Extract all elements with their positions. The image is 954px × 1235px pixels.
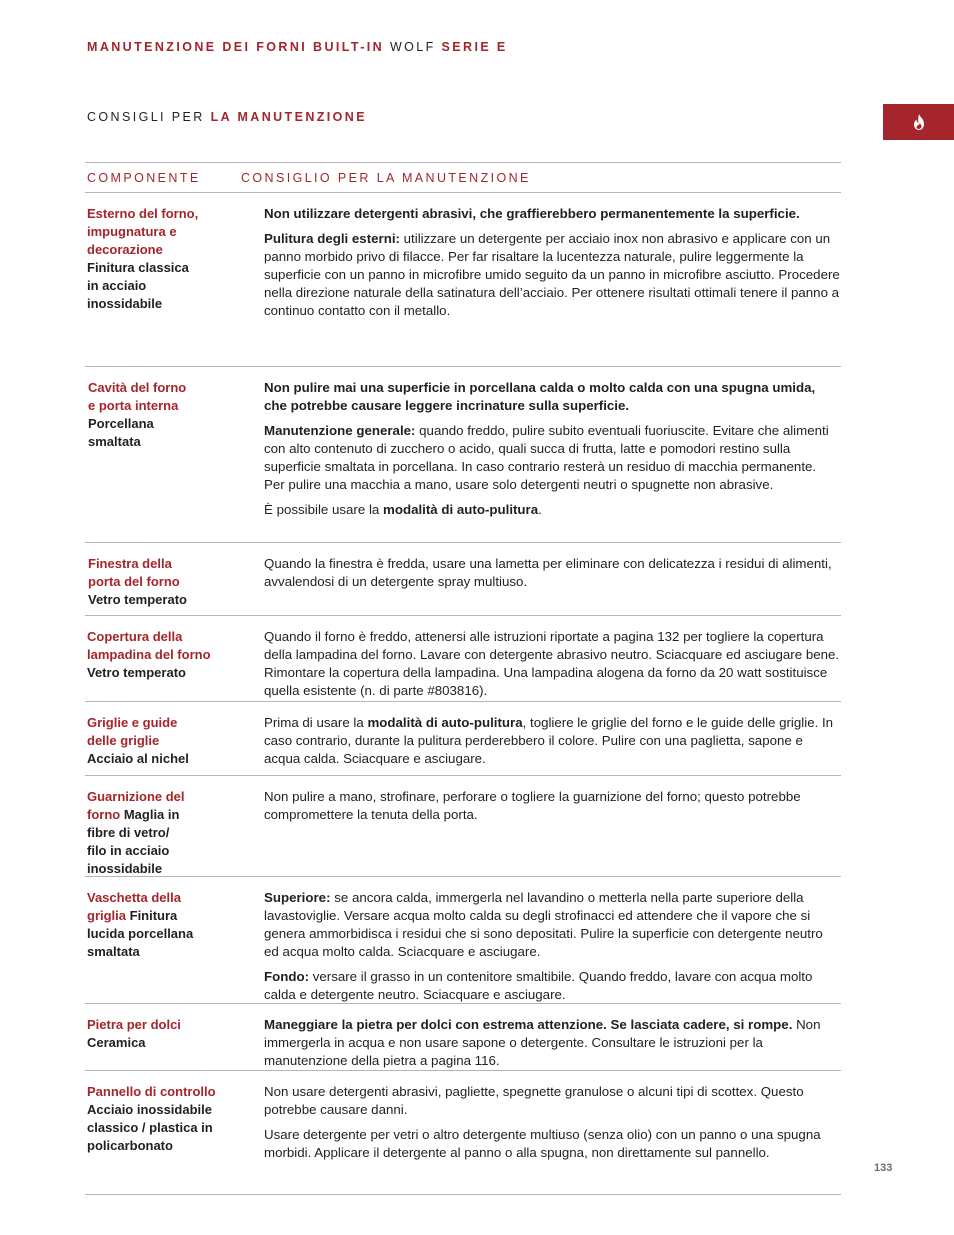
component-name: impugnatura e: [87, 224, 177, 239]
section-title-main: LA MANUTENZIONE: [210, 110, 367, 124]
component-cell: [87, 1016, 237, 1052]
advice-cell: [264, 1083, 840, 1169]
component-name: Cavità del forno: [88, 380, 187, 395]
component-name: lampadina del forno: [87, 647, 211, 662]
table-body: [85, 193, 841, 1195]
component-cell: [87, 788, 237, 878]
component-material: Acciaio inossidabile: [87, 1102, 212, 1117]
component-name: Copertura della: [87, 629, 183, 644]
component-cell: [87, 205, 237, 313]
advice-paragraph: [264, 555, 840, 591]
component-material: Ceramica: [87, 1035, 146, 1050]
table-row: [85, 616, 841, 702]
component-name: Griglie e guide: [87, 715, 178, 730]
flame-icon: [912, 114, 926, 130]
advice-paragraph: [264, 788, 840, 824]
advice-text: .: [538, 502, 542, 517]
table-row: [85, 702, 841, 776]
advice-text: utilizzare un detergente per acciaio inox non abrasivo e applicare con un panno morbido privo di filacce. Per far risaltare la lucentezza naturale, pulire leggermente la superficie con un panno in microfibre umido seguito da un panno in microfibre asciutto. Procedere nella direzione naturale della satinatura dell’acciaio. Per ottenere risultati ottimali tenere il panno a continuo contatto con il metallo.: [264, 231, 840, 318]
advice-emphasis: Non pulire mai una superficie in porcellana calda o molto calda con una spugna umida, che potrebbe causare leggere incrinature sulla superficie.: [264, 380, 816, 413]
advice-emphasis: modalità di auto-pulitura: [383, 502, 539, 517]
table-row: [85, 877, 841, 1004]
component-name: Pannello di controllo: [87, 1084, 216, 1099]
component-material: smaltata: [88, 434, 141, 449]
component-material: Acciaio al nichel: [87, 751, 189, 766]
advice-text: Quando la finestra è fredda, usare una lametta per eliminare con delicatezza i residui di alimenti, avvalendosi di un detergente spray multiuso.: [264, 556, 832, 589]
advice-paragraph: [264, 379, 840, 415]
header-series: SERIE E: [441, 40, 508, 54]
component-material: classico / plastica in: [87, 1120, 213, 1135]
advice-paragraph: [264, 422, 840, 494]
advice-emphasis: Manutenzione generale:: [264, 423, 420, 438]
section-title: [87, 110, 367, 124]
page-number: 133: [874, 1162, 893, 1174]
component-material: lucida porcellana: [87, 926, 194, 941]
component-name: Pietra per dolci: [87, 1017, 181, 1032]
advice-text: se ancora calda, immergerla nel lavandino o metterla nella parte superiore della lavastoviglie. Versare acqua molto calda su degli strofinacci ed attendere che il vapore che si genera ammorbidisca i residui che si sono depositati. Pulire la superficie con detergente neutro ed acqua molto calda. Sciacquare e asciugare.: [264, 890, 823, 959]
component-material: Maglia in: [120, 807, 180, 822]
component-name: Finestra della: [88, 556, 172, 571]
header-brand: WOLF: [389, 40, 436, 54]
component-name: Guarnizione del: [87, 789, 185, 804]
advice-emphasis: Superiore:: [264, 890, 335, 905]
advice-paragraph: [264, 205, 840, 223]
advice-paragraph: [264, 1126, 840, 1162]
component-name: decorazione: [87, 242, 163, 257]
component-cell: [87, 714, 237, 768]
advice-paragraph: [264, 628, 840, 700]
advice-emphasis: Non utilizzare detergenti abrasivi, che graffierebbero permanentemente la superficie.: [264, 206, 800, 221]
advice-text: quando freddo, pulire subito eventuali fuoriuscite. Evitare che alimenti con alto contenuto di zucchero o acido, quali succa di frutta, latte e pomodori restino sulla superficie smaltata in porcellana. In caso contrario resterà un residuo di macchia permanente. Per pulire una macchia a mano, usare solo detergenti neutri o spugnette non abrasive.: [264, 423, 829, 492]
component-name: Vaschetta della: [87, 890, 181, 905]
component-material: filo in acciaio: [87, 843, 170, 858]
advice-text: Non pulire a mano, strofinare, perforare o togliere la guarnizione del forno; questo potrebbe compromettere la tenuta della porta.: [264, 789, 801, 822]
advice-paragraph: [264, 1083, 840, 1119]
component-name: porta del forno: [88, 574, 180, 589]
component-cell: [88, 379, 238, 451]
component-material: Finitura classica: [87, 260, 189, 275]
advice-emphasis: Pulitura degli esterni:: [264, 231, 404, 246]
component-material: smaltata: [87, 944, 140, 959]
advice-paragraph: [264, 889, 840, 961]
advice-text: È possibile usare la: [264, 502, 383, 517]
advice-text: , togliere le griglie del forno e le guide delle griglie. In caso contrario, durante la pulitura perderebbero il colore. Pulire con una paglietta, sapone e acqua calda. Sciacquare e asciugare.: [264, 715, 834, 766]
component-material: Vetro temperato: [87, 665, 186, 680]
advice-paragraph: [264, 968, 840, 1004]
section-title-lead: CONSIGLI PER: [87, 110, 205, 124]
advice-emphasis: modalità di auto-pulitura: [367, 715, 523, 730]
advice-text: Non immergerla in acqua e non usare sapone o detergente. Consultare le istruzioni per la manutenzione della pietra a pagina 116.: [264, 1017, 821, 1068]
advice-cell: [264, 788, 840, 831]
maintenance-table: [85, 162, 841, 1195]
advice-cell: [264, 555, 840, 598]
advice-paragraph: [264, 501, 840, 519]
table-row: [85, 776, 841, 877]
component-cell: [87, 1083, 237, 1155]
advice-emphasis: Maneggiare la pietra per dolci con estrema attenzione. Se lasciata cadere, si rompe.: [264, 1017, 797, 1032]
component-material: inossidabile: [87, 296, 163, 311]
component-material: inossidabile: [87, 861, 163, 876]
advice-cell: [264, 1016, 840, 1077]
advice-cell: [264, 379, 840, 526]
component-cell: [87, 628, 237, 682]
table-row: [85, 543, 841, 616]
component-material: Vetro temperato: [88, 592, 187, 607]
table-row: [85, 1071, 841, 1195]
advice-text: Non usare detergenti abrasivi, pagliette, spegnette granulose o alcuni tipi di scottex. Questo potrebbe causare danni.: [264, 1084, 804, 1117]
component-material: in acciaio: [87, 278, 147, 293]
header-title: MANUTENZIONE DEI FORNI BUILT-IN: [87, 40, 385, 54]
component-material: fibre di vetro/: [87, 825, 170, 840]
component-name: forno: [87, 807, 121, 822]
column-header-component: COMPONENTE: [87, 171, 201, 185]
component-cell: [87, 889, 237, 961]
table-row: [85, 1004, 841, 1071]
advice-paragraph: [264, 230, 840, 320]
component-name: Esterno del forno,: [87, 206, 199, 221]
table-header: [85, 163, 841, 193]
running-header: [87, 40, 508, 54]
advice-text: Usare detergente per vetri o altro detergente multiuso (senza olio) con un panno o una spugna morbidi. Applicare il detergente al panno o alla spugna, non direttamente sul pannello.: [264, 1127, 821, 1160]
advice-cell: [264, 205, 840, 327]
advice-text: Prima di usare la: [264, 715, 368, 730]
advice-emphasis: Fondo:: [264, 969, 313, 984]
component-material: Porcellana: [88, 416, 154, 431]
column-header-advice: CONSIGLIO PER LA MANUTENZIONE: [241, 171, 531, 185]
table-row: [85, 193, 841, 367]
component-name: griglia: [87, 908, 127, 923]
advice-cell: [264, 889, 840, 1011]
advice-cell: [264, 628, 840, 707]
chapter-tab: [883, 104, 954, 140]
component-cell: [88, 555, 238, 609]
advice-text: versare il grasso in un contenitore smaltibile. Quando freddo, lavare con acqua molto calda e detergente neutro. Sciacquare e asciugare.: [264, 969, 813, 1002]
component-name: e porta interna: [88, 398, 179, 413]
advice-paragraph: [264, 714, 840, 768]
advice-cell: [264, 714, 840, 775]
table-row: [85, 367, 841, 543]
component-material: Finitura: [126, 908, 178, 923]
advice-paragraph: [264, 1016, 840, 1070]
component-material: policarbonato: [87, 1138, 173, 1153]
advice-text: Quando il forno è freddo, attenersi alle istruzioni riportate a pagina 132 per togliere la copertura della lampadina del forno. Lavare con detergente abrasivo neutro. Sciacquare ed asciugare bene. Rimontare la copertura della lampadina. Una lampadina alogena da forno da 20 watt sostituisce quella esistente (n. di parte #803816).: [264, 629, 840, 698]
component-name: delle griglie: [87, 733, 160, 748]
